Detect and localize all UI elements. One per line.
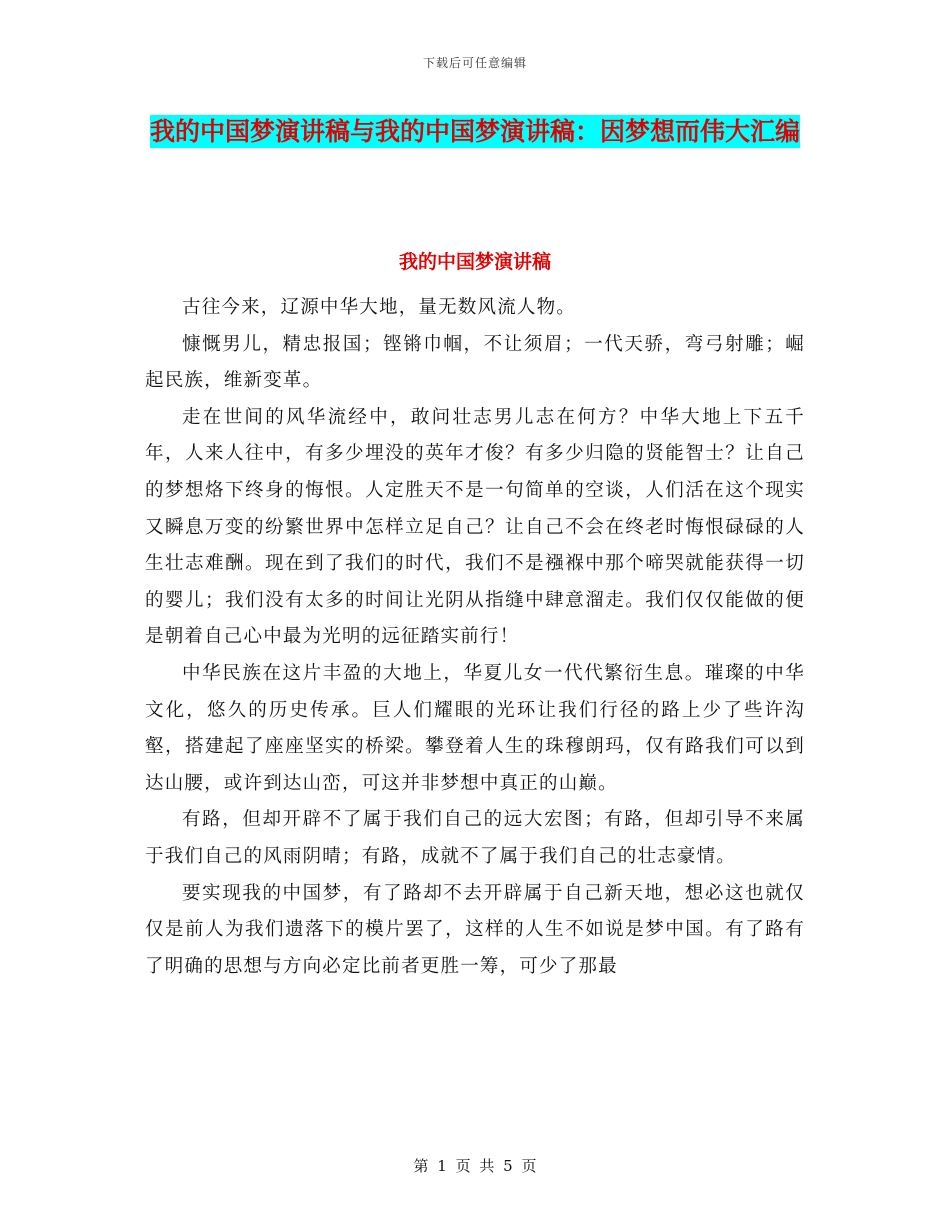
- paragraph: 要实现我的中国梦，有了路却不去开辟属于自己新天地，想必这也就仅仅是前人为我们遗落下的模片罢了，这样的人生不如说是梦中国。有了路有了明确的思想与方向必定比前者更胜一筹，可少了那最: [145, 882, 805, 977]
- section-title: 我的中国梦演讲稿: [398, 251, 551, 273]
- paragraph: 走在世间的风华流经中，敢问壮志男儿志在何方？中华大地上下五千年，人来人往中，有多少埋没的英年才俊？有多少归隐的贤能智士？让自己的梦想烙下终身的悔恨。人定胜天不是一句简单的空谈，人们活在这个现实又瞬息万变的纷繁世界中怎样立足自己？让自己不会在终老时悔恨碌碌的人生壮志难酬。现在到了我们的时代，我们不是襁褓中那个啼哭就能获得一切的婴儿；我们没有太多的时间让光阴从指缝中肆意溜走。我们仅仅能做的便是朝着自己心中最为光明的远征踏实前行！: [145, 406, 805, 648]
- page-header-note: 下载后可任意编辑: [422, 56, 527, 70]
- paragraph: 有路，但却开辟不了属于我们自己的远大宏图；有路，但却引导不来属于我们自己的风雨阴晴；有路，成就不了属于我们自己的壮志豪情。: [145, 809, 805, 867]
- document-body: [145, 290, 805, 985]
- paragraph: 慷慨男儿，精忠报国；铿锵巾帼，不让须眉；一代天骄，弯弓射雕；崛起民族，维新变革。: [145, 333, 805, 392]
- document-title-text: 我的中国梦演讲稿与我的中国梦演讲稿：因梦想而伟大汇编: [149, 117, 800, 146]
- paragraph: 古往今来，辽源中华大地，量无数风流人物。: [182, 297, 577, 318]
- document-title: [140, 107, 810, 156]
- paragraph: 中华民族在这片丰盈的大地上，华夏儿女一代代繁衍生息。璀璨的中华文化，悠久的历史传承。巨人们耀眼的光环让我们行径的路上少了些许沟壑，搭建起了座座坚实的桥梁。攀登着人生的珠穆朗玛，仅有路我们可以到达山腰，或许到达山峦，可这并非梦想中真正的山巅。: [145, 662, 805, 794]
- page-number-footer: 第 1 页 共 5 页: [413, 1157, 537, 1175]
